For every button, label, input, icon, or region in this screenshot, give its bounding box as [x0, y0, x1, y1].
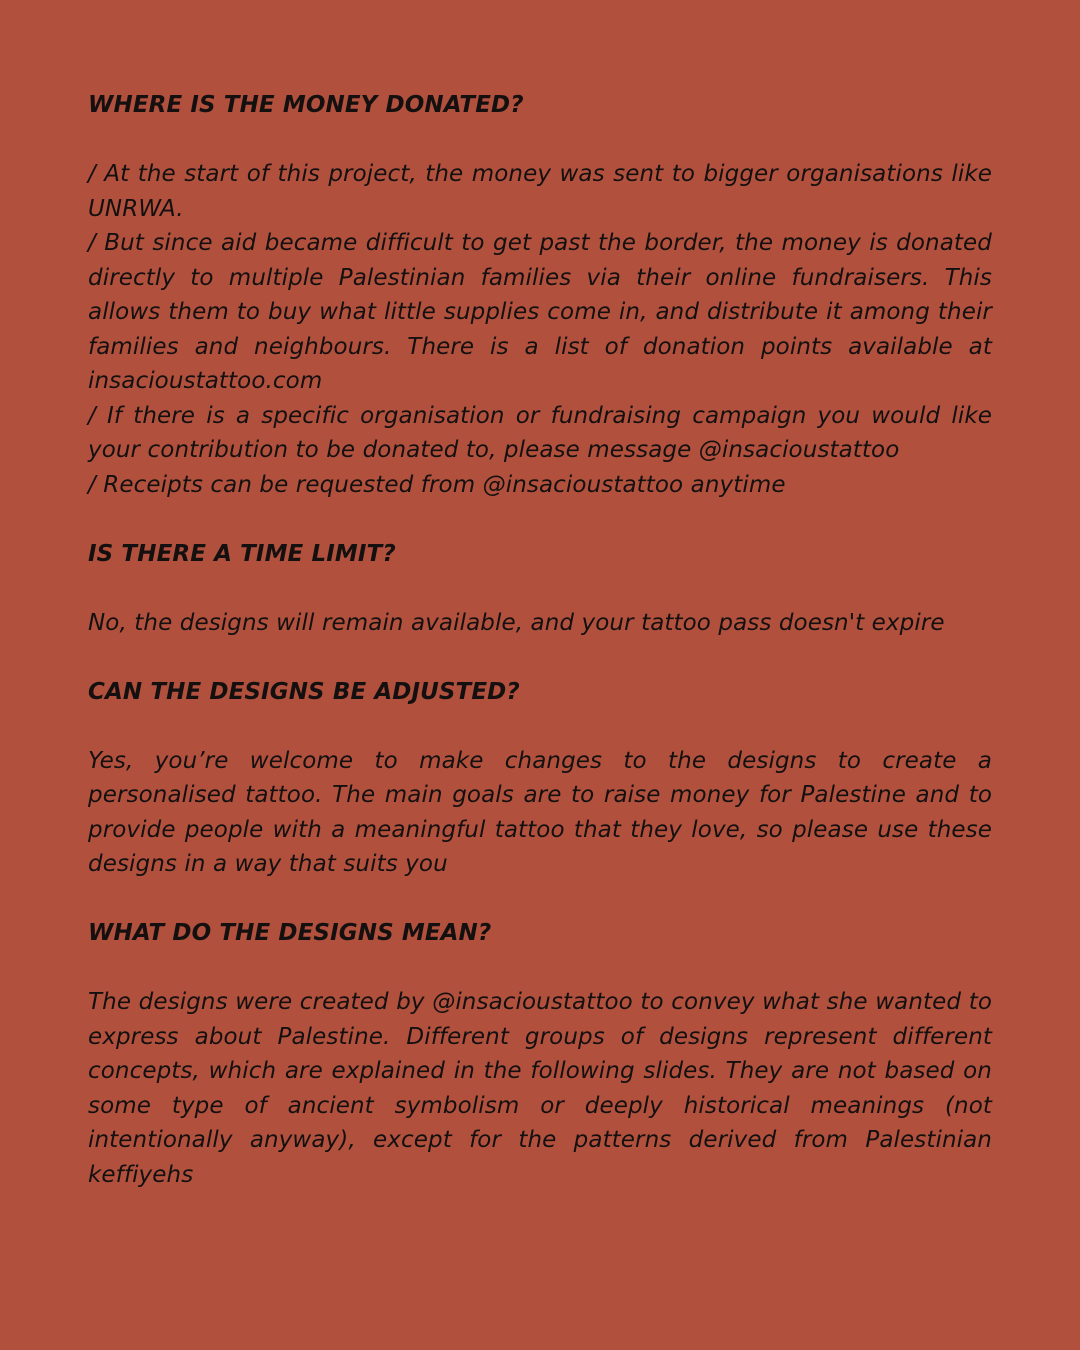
section-heading: CAN THE DESIGNS BE ADJUSTED?	[88, 678, 520, 705]
bullet-item: / But since aid became difficult to get past the border, the money is donated directly to multiple Palestinian families via their online fundraisers. This allows them to buy what little supplies come in, and distribute it among their families and neighbours. There is a list of donation points available at insacioustattoo.com	[88, 230, 992, 394]
faq-section-designs-adjusted	[88, 675, 992, 882]
bullet-item: / Receipts can be requested from @insacioustattoo anytime	[88, 471, 786, 498]
bullet-list	[88, 157, 992, 502]
section-body: Yes, you’re welcome to make changes to the designs to create a personalised tattoo. The main goals are to raise money for Palestine and to provide people with a meaningful tattoo that they love, so please use these designs in a way that suits you	[88, 747, 992, 877]
section-body: No, the designs will remain available, and your tattoo pass doesn't expire	[88, 609, 945, 636]
section-heading: IS THERE A TIME LIMIT?	[88, 540, 396, 567]
section-heading: WHERE IS THE MONEY DONATED?	[88, 92, 524, 118]
bullet-item: / At the start of this project, the money was sent to bigger organisations like UNRWA.	[88, 161, 992, 222]
section-body: The designs were created by @insacioustattoo to convey what she wanted to express about Palestine. Different groups of designs represent different concepts, which are explained in the following slides. They are not based on some type of ancient symbolism or deeply historical meanings (not intentionally anyway), except for the patterns derived from Palestinian keffiyehs	[88, 989, 992, 1188]
faq-section-money-donated	[88, 88, 992, 502]
faq-section-designs-meaning	[88, 916, 992, 1192]
bullet-item: / If there is a specific organisation or fundraising campaign you would like your contribution to be donated to, please message @insacioustattoo	[88, 402, 992, 463]
faq-page	[88, 88, 992, 1227]
section-heading: WHAT DO THE DESIGNS MEAN?	[88, 920, 492, 946]
faq-section-time-limit	[88, 537, 992, 641]
